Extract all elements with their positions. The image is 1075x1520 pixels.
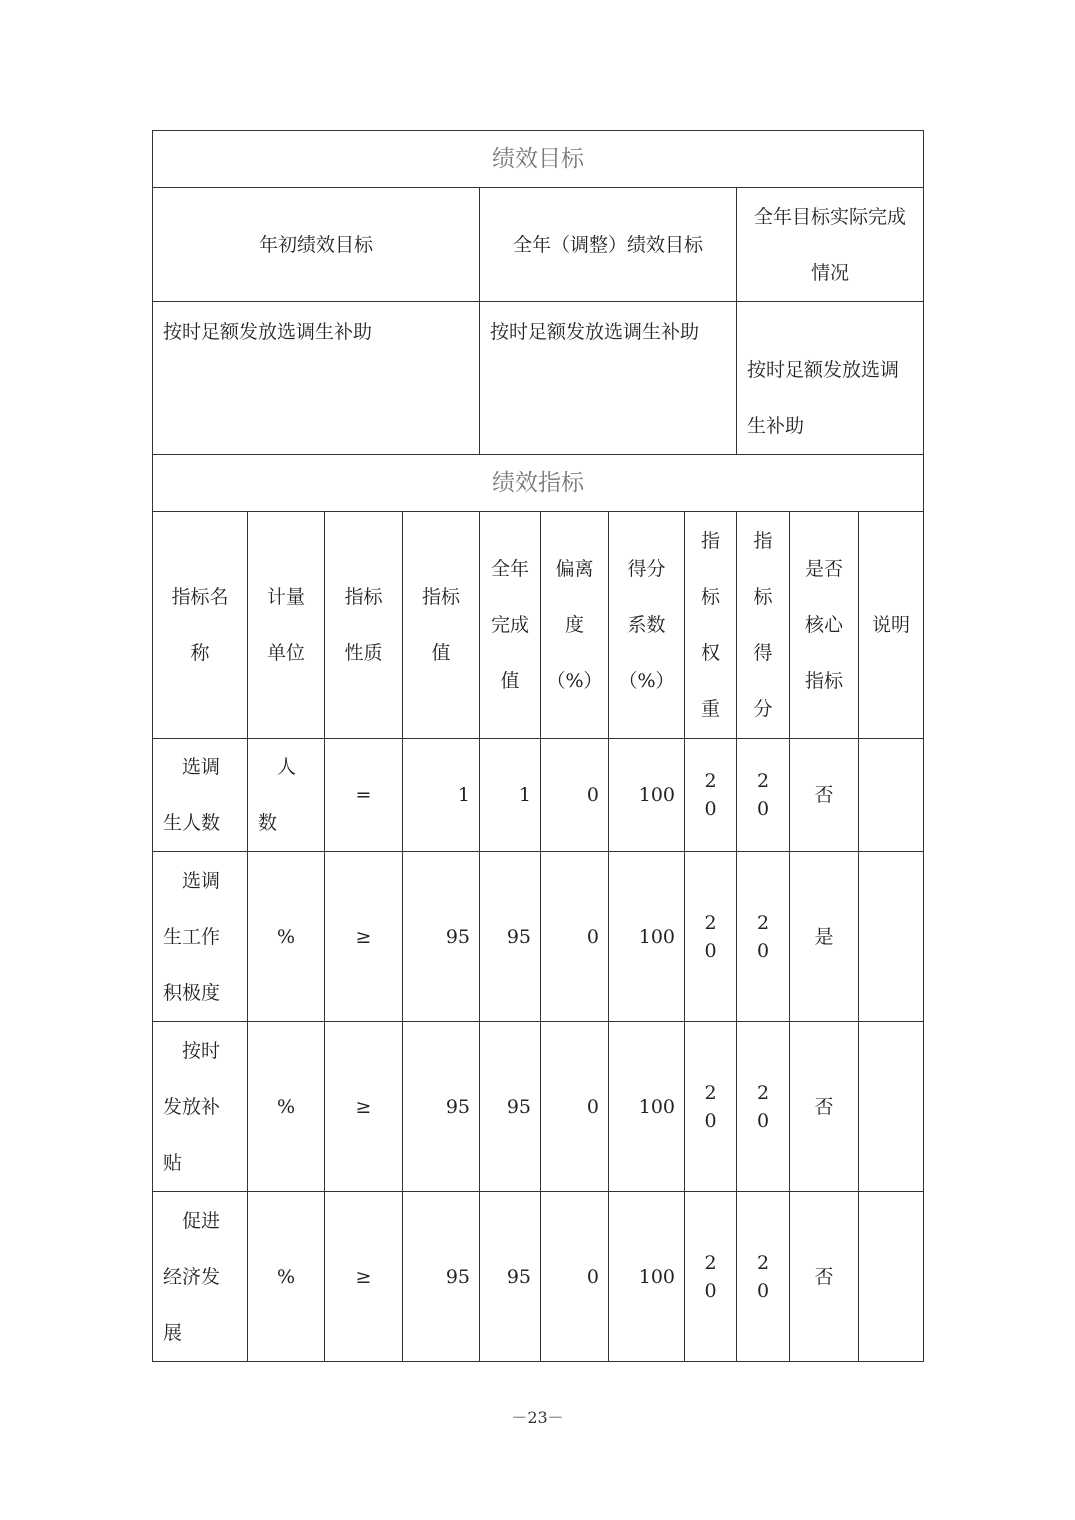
- header-line: 值: [500, 670, 520, 692]
- header-core: [790, 512, 859, 739]
- goal-section-title: 绩效目标: [153, 131, 924, 188]
- nature-cell: ≥: [325, 1022, 403, 1192]
- indicator-section-title: 绩效指标: [153, 455, 924, 512]
- note-cell: [859, 739, 924, 852]
- nature-cell: =: [325, 739, 403, 852]
- weight-line: 2: [704, 1251, 717, 1274]
- unit-line: 人: [277, 756, 297, 778]
- header-line: 值: [431, 642, 451, 664]
- core-indicator-cell: 否: [790, 739, 859, 852]
- name-line: 生人数: [163, 812, 221, 834]
- nature-cell: ≥: [325, 1192, 403, 1362]
- actual-value-cell: 95: [480, 1022, 541, 1192]
- score-coef-cell: 100: [609, 1192, 685, 1362]
- header-line: （%）: [618, 670, 675, 692]
- score-coef-cell: 100: [609, 1022, 685, 1192]
- score-line: 0: [756, 939, 770, 962]
- col-adjusted-goal: 全年（调整）绩效目标: [480, 188, 737, 302]
- weight-line: 2: [704, 1081, 717, 1104]
- col-actual-line-1: 全年目标实际完成: [754, 205, 907, 228]
- weight-line: 2: [704, 770, 717, 792]
- weight-cell: [685, 1022, 737, 1192]
- note-cell: [859, 852, 924, 1022]
- weight-line: 2: [704, 911, 717, 934]
- actual-text-line-1: 按时足额发放选调: [747, 359, 900, 381]
- header-deviation: [541, 512, 609, 739]
- unit-line: %: [276, 1095, 296, 1118]
- header-line: 标: [700, 586, 720, 608]
- indicator-header-row: [153, 512, 924, 739]
- adjusted-goal-text: 按时足额发放选调生补助: [480, 302, 737, 455]
- actual-completion-text: [737, 302, 924, 455]
- nature-cell: ≥: [325, 852, 403, 1022]
- value-cell: 95: [403, 1192, 480, 1362]
- header-weight: [685, 512, 737, 739]
- header-line: 权: [700, 642, 720, 664]
- header-line: 指: [753, 530, 773, 552]
- core-indicator-cell: 否: [790, 1022, 859, 1192]
- indicator-name-cell: [153, 1022, 248, 1192]
- name-line: 按时: [182, 1039, 221, 1062]
- table-row: [153, 1192, 924, 1362]
- header-indicator-name: [153, 512, 248, 739]
- weight-line: 0: [704, 939, 717, 962]
- core-indicator-cell: 否: [790, 1192, 859, 1362]
- name-line: 选调: [182, 756, 221, 778]
- score-line: 0: [756, 798, 770, 820]
- table-row: [153, 739, 924, 852]
- unit-line: %: [276, 1265, 296, 1288]
- actual-value-cell: 1: [480, 739, 541, 852]
- score-cell: [737, 1192, 790, 1362]
- name-line: 贴: [163, 1151, 183, 1174]
- header-line: 计量: [266, 586, 305, 608]
- score-coef-cell: 100: [609, 739, 685, 852]
- value-cell: 95: [403, 852, 480, 1022]
- indicator-name-cell: [153, 1192, 248, 1362]
- deviation-cell: 0: [541, 1022, 609, 1192]
- header-line: 指标: [421, 586, 460, 608]
- header-line: 分: [753, 698, 773, 720]
- note-cell: [859, 1022, 924, 1192]
- score-cell: [737, 739, 790, 852]
- header-score: [737, 512, 790, 739]
- name-line: 展: [163, 1321, 183, 1344]
- weight-line: 0: [704, 1279, 717, 1302]
- header-line: 全年: [490, 558, 529, 580]
- score-line: 2: [756, 1251, 770, 1274]
- header-unit: [248, 512, 325, 739]
- indicator-name-cell: [153, 852, 248, 1022]
- col-initial-goal: 年初绩效目标: [153, 188, 480, 302]
- value-cell: 1: [403, 739, 480, 852]
- unit-cell: [248, 852, 325, 1022]
- header-line: 单位: [266, 642, 305, 664]
- table-row: [153, 852, 924, 1022]
- score-line: 2: [756, 911, 770, 934]
- header-line: 指标: [344, 586, 383, 608]
- header-line: 偏离: [555, 558, 594, 580]
- header-line: 系数: [627, 614, 666, 636]
- header-line: 得: [753, 642, 773, 664]
- actual-value-cell: 95: [480, 852, 541, 1022]
- name-line: 促进: [182, 1209, 221, 1232]
- header-nature: [325, 512, 403, 739]
- weight-cell: [685, 739, 737, 852]
- initial-goal-text: 按时足额发放选调生补助: [153, 302, 480, 455]
- header-score-coef: [609, 512, 685, 739]
- unit-cell: [248, 1192, 325, 1362]
- score-line: 0: [756, 1279, 770, 1302]
- weight-line: 0: [704, 1109, 717, 1132]
- header-line: 重: [700, 698, 720, 720]
- col-actual-completion: [737, 188, 924, 302]
- name-line: 积极度: [163, 981, 221, 1004]
- unit-line: %: [276, 925, 296, 948]
- header-value: [403, 512, 480, 739]
- unit-cell: [248, 1022, 325, 1192]
- score-line: 2: [756, 1081, 770, 1104]
- score-cell: [737, 1022, 790, 1192]
- deviation-cell: 0: [541, 1192, 609, 1362]
- deviation-cell: 0: [541, 739, 609, 852]
- header-line: 核心: [804, 614, 843, 636]
- header-line: 性质: [344, 642, 383, 664]
- core-indicator-cell: 是: [790, 852, 859, 1022]
- unit-cell: [248, 739, 325, 852]
- performance-table-frame: [152, 130, 923, 1354]
- table-row: [153, 1022, 924, 1192]
- weight-cell: [685, 852, 737, 1022]
- header-line: 得分: [627, 558, 666, 580]
- value-cell: 95: [403, 1022, 480, 1192]
- col-actual-line-2: 情况: [811, 261, 850, 284]
- note-cell: [859, 1192, 924, 1362]
- actual-value-cell: 95: [480, 1192, 541, 1362]
- score-line: 0: [756, 1109, 770, 1132]
- weight-line: 0: [704, 798, 717, 820]
- header-note: 说明: [859, 512, 924, 739]
- header-actual-value: [480, 512, 541, 739]
- header-line: 完成: [490, 614, 529, 636]
- actual-text-line-2: 生补助: [747, 415, 805, 437]
- header-line: 指标名: [171, 586, 229, 608]
- header-line: 度: [564, 614, 584, 636]
- unit-line: 数: [258, 812, 278, 834]
- name-line: 经济发: [163, 1265, 221, 1288]
- score-cell: [737, 852, 790, 1022]
- header-line: （%）: [546, 670, 603, 692]
- weight-cell: [685, 1192, 737, 1362]
- header-line: 标: [753, 586, 773, 608]
- header-line: 是否: [804, 558, 843, 580]
- deviation-cell: 0: [541, 852, 609, 1022]
- name-line: 生工作: [163, 925, 221, 948]
- header-line: 称: [190, 642, 210, 664]
- score-line: 2: [756, 770, 770, 792]
- indicator-name-cell: [153, 739, 248, 852]
- performance-table: [152, 130, 924, 1362]
- page-number: －23－: [511, 1408, 564, 1427]
- header-line: 指标: [804, 670, 843, 692]
- score-coef-cell: 100: [609, 852, 685, 1022]
- header-line: 指: [700, 530, 720, 552]
- name-line: 选调: [182, 869, 221, 892]
- name-line: 发放补: [163, 1095, 221, 1118]
